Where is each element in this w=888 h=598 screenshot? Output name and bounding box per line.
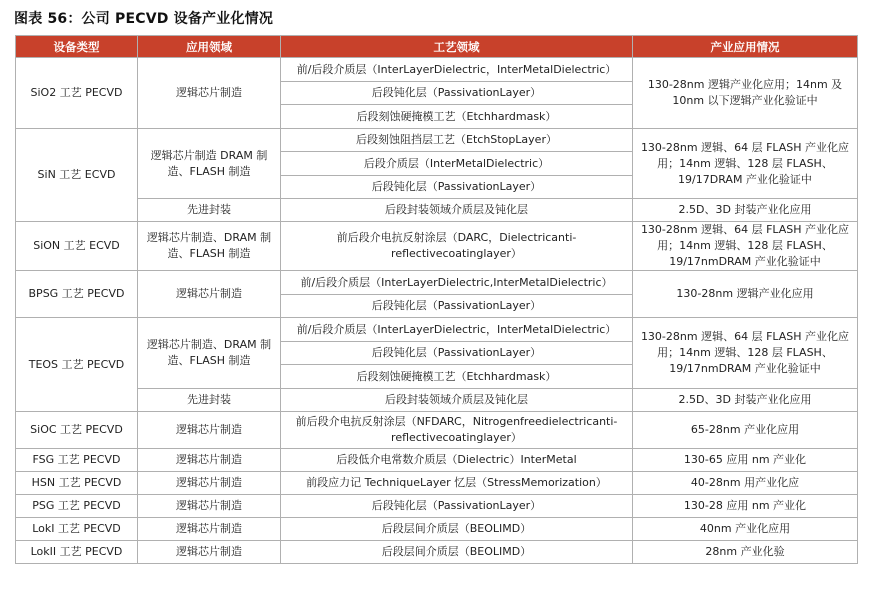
application-field-cell: 逻辑芯片制造、DRAM 制造、FLASH 制造 xyxy=(138,318,281,389)
industry-status-cell: 130-28nm 逻辑、64 层 FLASH 产业化应用；14nm 逻辑、128 层 FLASH、19/17nmDRAM 产业化验证中 xyxy=(633,222,858,271)
device-type-cell: SiN 工艺 ECVD xyxy=(16,129,138,222)
table-row xyxy=(16,449,858,472)
table-row xyxy=(16,271,858,295)
process-field-cell: 后段钝化层（PassivationLayer） xyxy=(281,82,633,105)
industry-status-cell: 40-28nm 用产业化应 xyxy=(633,472,858,495)
process-field-cell: 后段介质层（InterMetalDielectric） xyxy=(281,152,633,176)
device-type-cell: BPSG 工艺 PECVD xyxy=(16,271,138,318)
industry-status-cell: 2.5D、3D 封装产业化应用 xyxy=(633,199,858,222)
device-type-cell: SiOC 工艺 PECVD xyxy=(16,412,138,449)
figure-title: 图表 56：公司 PECVD 设备产业化情况 xyxy=(14,11,274,27)
table-row xyxy=(16,318,858,342)
process-field-cell: 后段钝化层（PassivationLayer） xyxy=(281,342,633,365)
application-field-cell: 逻辑芯片制造 DRAM 制造、FLASH 制造 xyxy=(138,129,281,199)
application-field-cell: 逻辑芯片制造 xyxy=(138,518,281,541)
header-application-field: 应用领域 xyxy=(138,36,281,58)
device-type-cell: LokI 工艺 PECVD xyxy=(16,518,138,541)
application-field-cell: 逻辑芯片制造 xyxy=(138,541,281,564)
process-field-cell: 后段层间介质层（BEOLIMD） xyxy=(281,541,633,564)
table-row xyxy=(16,518,858,541)
application-field-cell: 逻辑芯片制造 xyxy=(138,58,281,129)
industry-status-cell: 65-28nm 产业化应用 xyxy=(633,412,858,449)
application-field-cell: 先进封装 xyxy=(138,389,281,412)
industry-status-cell: 130-28nm 逻辑、64 层 FLASH 产业化应用；14nm 逻辑、128 层 FLASH、19/17nmDRAM 产业化验证中 xyxy=(633,318,858,389)
process-field-cell: 后段刻蚀硬掩模工艺（Etchhardmask） xyxy=(281,365,633,389)
process-field-cell: 后段刻蚀阻挡层工艺（EtchStopLayer） xyxy=(281,129,633,152)
table-body xyxy=(16,58,858,564)
application-field-cell: 逻辑芯片制造 xyxy=(138,412,281,449)
application-field-cell: 逻辑芯片制造 xyxy=(138,472,281,495)
application-field-cell: 逻辑芯片制造、DRAM 制造、FLASH 制造 xyxy=(138,222,281,271)
table-row xyxy=(16,199,858,222)
industry-status-cell: 40nm 产业化应用 xyxy=(633,518,858,541)
device-type-cell: SiON 工艺 ECVD xyxy=(16,222,138,271)
table-row xyxy=(16,58,858,82)
process-field-cell: 前/后段介质层（InterLayerDielectric，InterMetalDielectric） xyxy=(281,318,633,342)
device-type-cell: HSN 工艺 PECVD xyxy=(16,472,138,495)
table-row xyxy=(16,541,858,564)
device-type-cell: TEOS 工艺 PECVD xyxy=(16,318,138,412)
device-type-cell: PSG 工艺 PECVD xyxy=(16,495,138,518)
application-field-cell: 逻辑芯片制造 xyxy=(138,449,281,472)
application-field-cell: 逻辑芯片制造 xyxy=(138,271,281,318)
process-field-cell: 后段层间介质层（BEOLIMD） xyxy=(281,518,633,541)
application-field-cell: 先进封装 xyxy=(138,199,281,222)
industry-status-cell: 130-28 应用 nm 产业化 xyxy=(633,495,858,518)
application-field-cell: 逻辑芯片制造 xyxy=(138,495,281,518)
pecvd-table xyxy=(15,35,858,564)
process-field-cell: 后段钝化层（PassivationLayer） xyxy=(281,495,633,518)
header-process-field: 工艺领域 xyxy=(281,36,633,58)
process-field-cell: 前/后段介质层（InterLayerDielectric，InterMetalDielectric） xyxy=(281,58,633,82)
table-row xyxy=(16,472,858,495)
table-header-row xyxy=(16,36,858,58)
industry-status-cell: 130-28nm 逻辑、64 层 FLASH 产业化应用；14nm 逻辑、128 层 FLASH、19/17DRAM 产业化验证中 xyxy=(633,129,858,199)
process-field-cell: 后段钝化层（PassivationLayer） xyxy=(281,295,633,318)
table-row xyxy=(16,389,858,412)
process-field-cell: 前后段介电抗反射涂层（NFDARC，Nitrogenfreedielectricanti-reflectivecoatinglayer） xyxy=(281,412,633,449)
industry-status-cell: 2.5D、3D 封装产业化应用 xyxy=(633,389,858,412)
industry-status-cell: 130-28nm 逻辑产业化应用；14nm 及 10nm 以下逻辑产业化验证中 xyxy=(633,58,858,129)
process-field-cell: 前/后段介质层（InterLayerDielectric,InterMetalDielectric） xyxy=(281,271,633,295)
industry-status-cell: 130-65 应用 nm 产业化 xyxy=(633,449,858,472)
industry-status-cell: 130-28nm 逻辑产业化应用 xyxy=(633,271,858,318)
device-type-cell: FSG 工艺 PECVD xyxy=(16,449,138,472)
process-field-cell: 后段封装领域介质层及钝化层 xyxy=(281,389,633,412)
industry-status-cell: 28nm 产业化验 xyxy=(633,541,858,564)
process-field-cell: 前段应力记 TechniqueLayer 忆层（StressMemorization） xyxy=(281,472,633,495)
process-field-cell: 后段低介电常数介质层（Dielectric）InterMetal xyxy=(281,449,633,472)
table-row xyxy=(16,222,858,271)
header-industry-status: 产业应用情况 xyxy=(633,36,858,58)
header-device-type: 设备类型 xyxy=(16,36,138,58)
table-row xyxy=(16,495,858,518)
table-row xyxy=(16,412,858,449)
device-type-cell: SiO2 工艺 PECVD xyxy=(16,58,138,129)
process-field-cell: 后段刻蚀硬掩模工艺（Etchhardmask） xyxy=(281,105,633,129)
device-type-cell: LokII 工艺 PECVD xyxy=(16,541,138,564)
process-field-cell: 后段封装领域介质层及钝化层 xyxy=(281,199,633,222)
process-field-cell: 后段钝化层（PassivationLayer） xyxy=(281,176,633,199)
table-row xyxy=(16,129,858,152)
process-field-cell: 前后段介电抗反射涂层（DARC，Dielectricanti-reflectivecoatinglayer） xyxy=(281,222,633,271)
